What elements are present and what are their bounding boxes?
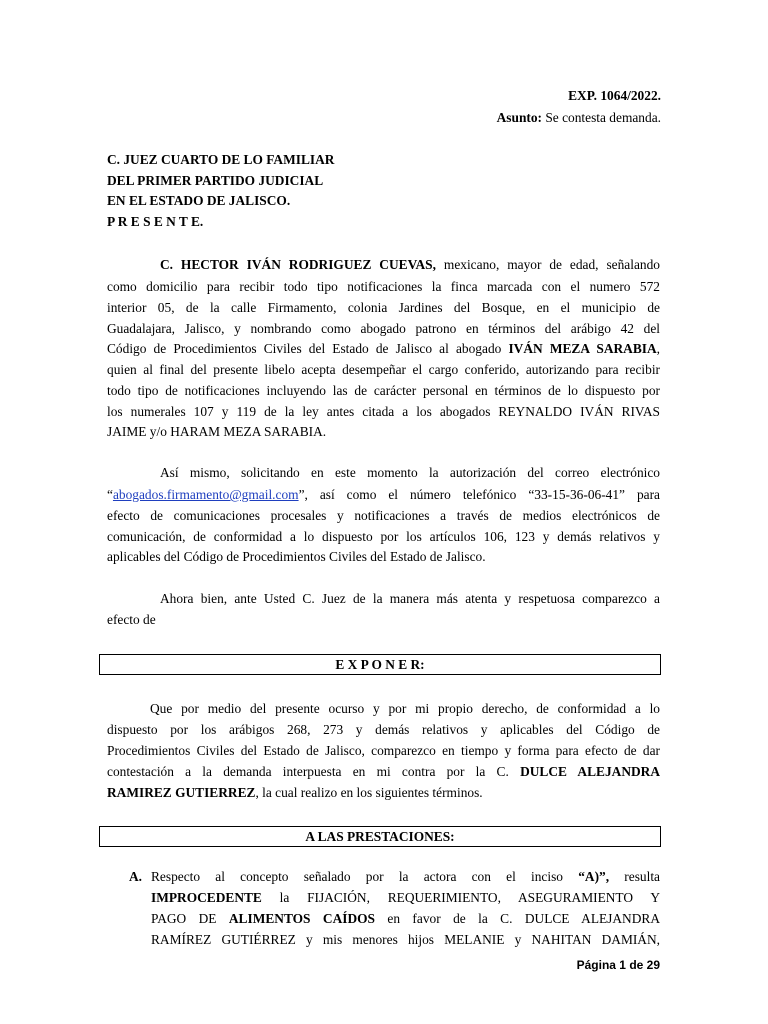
para1-line-5: Código de Procedimientos Civiles del Estado de Jalisco al abogado IVÁN MEZA SARABIA,: [107, 341, 660, 356]
para1-line-6: quien al final del presente libelo acepta desempeñar el cargo conferido, autorizando para recibir: [107, 362, 660, 377]
defendant-name-part2: RAMIREZ GUTIERREZ: [107, 785, 256, 800]
item-a-line-4: RAMÍREZ GUTIÉRREZ y mis menores hijos MELANIE y NAHITAN DAMIÁN,: [151, 932, 660, 947]
para4-line-5: RAMIREZ GUTIERREZ, la cual realizo en los siguientes términos.: [107, 785, 483, 800]
para1-line-9: JAIME y/o HARAM MEZA SARABIA.: [107, 424, 327, 439]
addressee-line-1: C. JUEZ CUARTO DE LO FAMILIAR: [107, 152, 335, 167]
para1-line-4: Guadalajara, Jalisco, y nombrando como abogado patrono en términos del arábigo 42 del: [107, 321, 660, 336]
para1-line-1: C. HECTOR IVÁN RODRIGUEZ CUEVAS, mexicano, mayor de edad, señalando: [160, 257, 660, 272]
para4-line-1: Que por medio del presente ocurso y por mi propio derecho, de conformidad a lo: [150, 701, 660, 716]
section-exponer-heading: E X P O N E R:: [99, 654, 661, 675]
para2-line-5: aplicables del Código de Procedimientos Civiles del Estado de Jalisco.: [107, 549, 486, 564]
para4-line-2: dispuesto por los arábigos 268, 273 y demás relativos y aplicables del Código de: [107, 722, 660, 737]
para1-line-8: los numerales 107 y 119 de la ley antes citada a los abogados REYNALDO IVÁN RIVAS: [107, 404, 660, 419]
page-number: Página 1 de 29: [576, 958, 660, 972]
para4-line-4: contestación a la demanda interpuesta en mi contra por la C. DULCE ALEJANDRA: [107, 764, 660, 779]
para1-line-7: todo tipo de notificaciones incluyendo las de carácter personal en términos de lo dispuesto por: [107, 383, 660, 398]
expediente-number: EXP. 1064/2022.: [568, 88, 661, 103]
item-a-line-3: PAGO DE ALIMENTOS CAÍDOS en favor de la C. DULCE ALEJANDRA: [151, 911, 660, 926]
asunto-value: Se contesta demanda.: [542, 110, 661, 125]
lawyer-name: IVÁN MEZA SARABIA: [508, 341, 657, 356]
para3-line-2: efecto de: [107, 612, 156, 627]
para2-line-1: Así mismo, solicitando en este momento la autorización del correo electrónico: [160, 465, 660, 480]
para3-line-1: Ahora bien, ante Usted C. Juez de la manera más atenta y respetuosa comparezco a: [160, 591, 660, 606]
para4-line-3: Procedimientos Civiles del Estado de Jalisco, comparezco en tiempo y forma para efecto de dar: [107, 743, 660, 758]
para2-line-3: efecto de comunicaciones procesales y notificaciones a través de medios electrónicos de: [107, 508, 660, 523]
defendant-name-part1: DULCE ALEJANDRA: [520, 764, 660, 779]
item-a-line-2: IMPROCEDENTE la FIJACIÓN, REQUERIMIENTO, ASEGURAMIENTO Y: [151, 890, 660, 905]
addressee-line-4: P R E S E N T E.: [107, 214, 204, 229]
addressee-line-3: EN EL ESTADO DE JALISCO.: [107, 193, 291, 208]
asunto-line: [497, 110, 661, 126]
email-link[interactable]: abogados.firmamento@gmail.com: [112, 487, 299, 502]
section-prestaciones-heading: A LAS PRESTACIONES:: [99, 826, 661, 847]
plaintiff-name: C. HECTOR IVÁN RODRIGUEZ CUEVAS,: [160, 257, 436, 272]
para1-line-3: interior 05, de la calle Firmamento, colonia Jardines del Bosque, en el municipio de: [107, 300, 660, 315]
para2-line-4: comunicación, de conformidad a lo dispuesto por los artículos 106, 123 y demás relativos y: [107, 529, 660, 544]
addressee-line-2: DEL PRIMER PARTIDO JUDICIAL: [107, 173, 324, 188]
item-a-marker: A.: [129, 869, 143, 884]
asunto-label: Asunto:: [496, 110, 542, 125]
para2-line-2: “abogados.firmamento@gmail.com”, así como el número telefónico “33-15-36-06-41” para: [107, 487, 660, 502]
para1-line-2: como domicilio para recibir todo tipo notificaciones la finca marcada con el numero 572: [107, 279, 660, 294]
item-a-line-1: Respecto al concepto señalado por la actora con el inciso “A)”, resulta: [151, 869, 660, 884]
